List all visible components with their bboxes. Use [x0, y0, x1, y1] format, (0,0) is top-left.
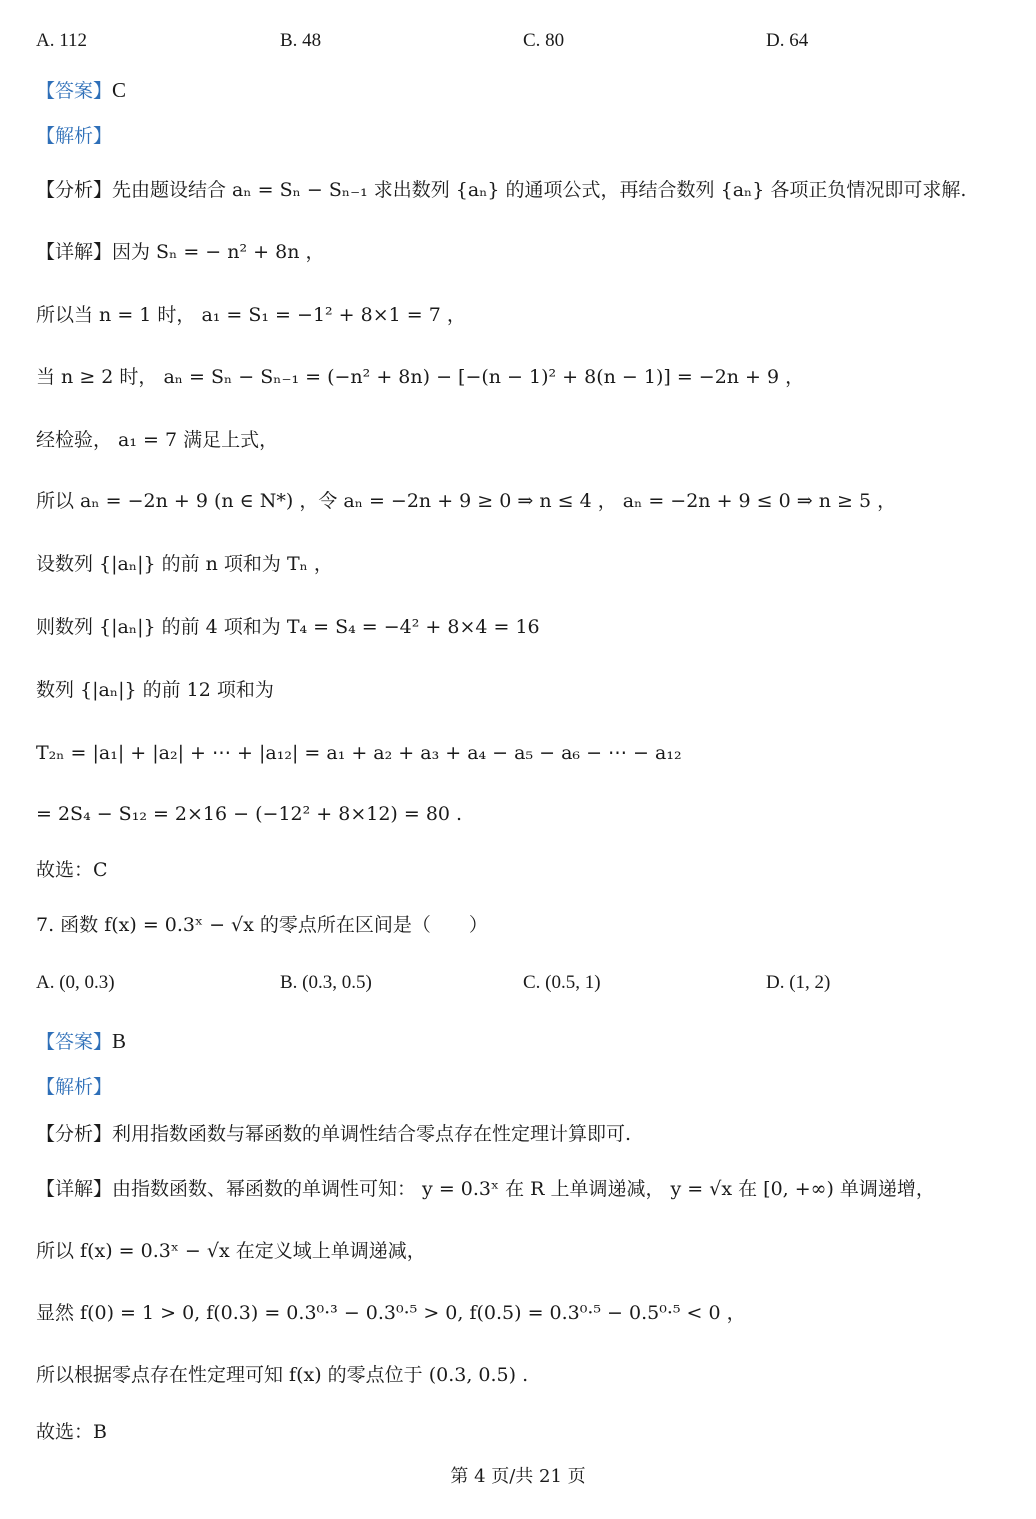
fenxi-text: 利用指数函数与幂函数的单调性结合零点存在性定理计算即可. — [112, 1123, 632, 1145]
solution-line: 由指数函数、幂函数的单调性可知： y = 0.3ˣ 在 R 上单调递减， y = √x 在 [0, +∞) 单调递增， — [112, 1178, 935, 1200]
solution-line: 所以当 n = 1 时， a₁ = S₁ = −1² + 8×1 = 7 ， — [36, 304, 466, 326]
q7-option-c: C. (0.5, 1) — [523, 972, 601, 993]
fenxi-tag: 【分析】 — [36, 1123, 113, 1145]
solution-line: 设数列 {|aₙ|} 的前 n 项和为 Tₙ ， — [36, 553, 333, 575]
xiangjie-tag: 【详解】 — [36, 241, 113, 263]
answer-value: B — [112, 1029, 127, 1053]
solution-line: 所以 f(x) = 0.3ˣ − √x 在定义域上单调递减， — [36, 1240, 426, 1262]
q7-jiexi-row — [36, 1073, 112, 1101]
solution-line: 显然 f(0) = 1 > 0, f(0.3) = 0.3⁰·³ − 0.3⁰·⁵ > 0, f(0.5) = 0.3⁰·⁵ − 0.5⁰·⁵ < 0 ， — [36, 1302, 746, 1324]
q7-stem: 7. 函数 f(x) = 0.3ˣ − √x 的零点所在区间是（ ） — [36, 914, 488, 936]
q6-option-b: B. 48 — [280, 30, 322, 51]
solution-line: 因为 Sₙ = − n² + 8n ， — [112, 241, 325, 263]
solution-line: 所以根据零点存在性定理可知 f(x) 的零点位于 (0.3, 0.5) . — [36, 1364, 529, 1386]
solution-line: = 2S₄ − S₁₂ = 2×16 − (−12² + 8×12) = 80 . — [36, 803, 463, 825]
answer-value: C — [112, 78, 127, 102]
xiangjie-tag: 【详解】 — [36, 1178, 113, 1200]
solution-line: 当 n ≥ 2 时， aₙ = Sₙ − Sₙ₋₁ = (−n² + 8n) − [−(n − 1)² + 8(n − 1)] = −2n + 9 ， — [36, 366, 805, 388]
solution-line: 经检验， a₁ = 7 满足上式， — [36, 429, 279, 451]
solution-line: 数列 {|aₙ|} 的前 12 项和为 — [36, 679, 274, 701]
q6-option-c: C. 80 — [523, 30, 565, 51]
jiexi-tag: 【解析】 — [36, 125, 113, 147]
q6-option-d: D. 64 — [766, 30, 809, 51]
page-footer: 第 4 页/共 21 页 — [450, 1466, 586, 1487]
q7-option-d: D. (1, 2) — [766, 972, 831, 993]
answer-tag: 【答案】 — [36, 1031, 113, 1053]
q6-jiexi-row — [36, 122, 112, 150]
q6-guxuan: 故选：C — [36, 859, 108, 881]
q7-fenxi-row — [36, 1120, 631, 1148]
fenxi-tag: 【分析】 — [36, 179, 113, 201]
fenxi-text: 先由题设结合 aₙ = Sₙ − Sₙ₋₁ 求出数列 {aₙ} 的通项公式，再结合数列 {aₙ} 各项正负情况即可求解. — [112, 179, 967, 201]
q7-option-b: B. (0.3, 0.5) — [280, 972, 372, 993]
q7-xiangjie-row — [36, 1175, 935, 1203]
q7-answer-row — [36, 1027, 126, 1056]
solution-line: 则数列 {|aₙ|} 的前 4 项和为 T₄ = S₄ = −4² + 8×4 = 16 — [36, 616, 540, 638]
q6-fenxi-row — [36, 176, 966, 204]
solution-line: 所以 aₙ = −2n + 9 (n ∈ N*) ，令 aₙ = −2n + 9 ≥ 0 ⇒ n ≤ 4 ， aₙ = −2n + 9 ≤ 0 ⇒ n ≥ 5 ， — [36, 490, 897, 512]
jiexi-tag: 【解析】 — [36, 1076, 113, 1098]
solution-line: T₂ₙ = |a₁| + |a₂| + ⋯ + |a₁₂| = a₁ + a₂ + a₃ + a₄ − a₅ − a₆ − ⋯ − a₁₂ — [36, 742, 682, 764]
q7-option-a: A. (0, 0.3) — [36, 972, 115, 993]
q6-option-a: A. 112 — [36, 30, 88, 51]
q6-answer-row — [36, 76, 126, 105]
q7-guxuan: 故选：B — [36, 1421, 107, 1443]
q6-xiangjie-row — [36, 238, 324, 266]
answer-tag: 【答案】 — [36, 80, 113, 102]
